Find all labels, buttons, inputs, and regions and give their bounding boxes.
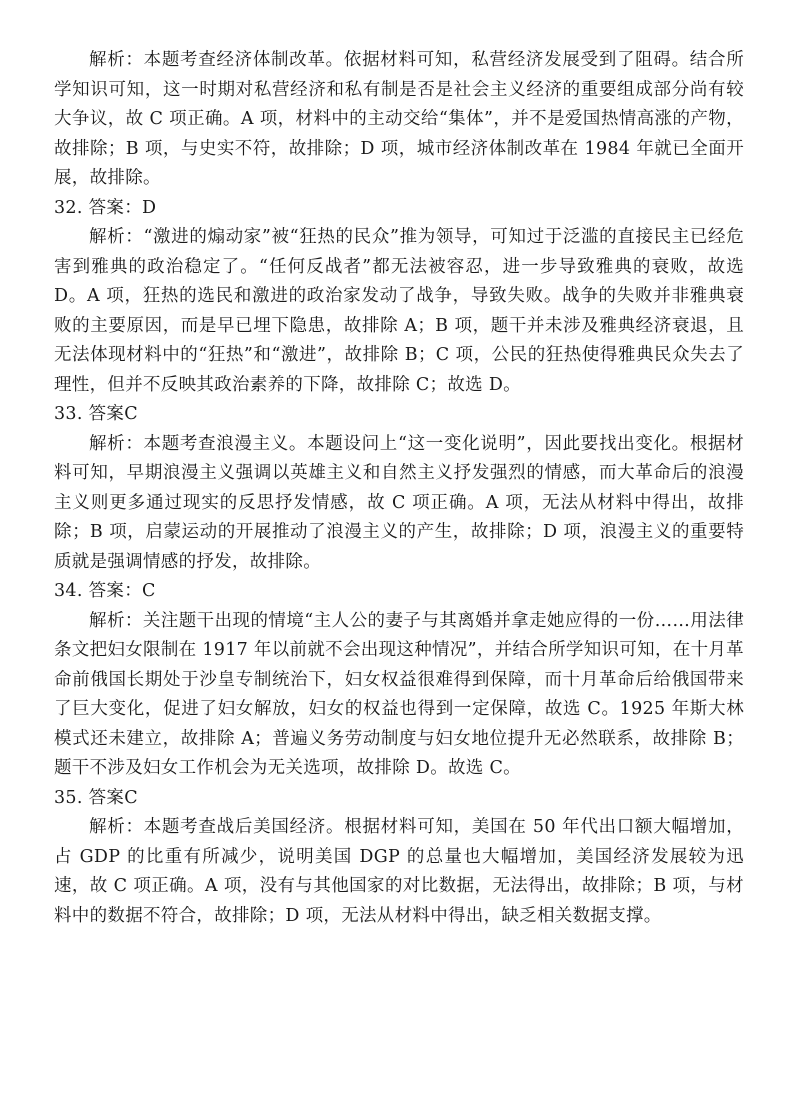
answer-35: 35. 答案C	[54, 787, 138, 808]
answer-33: 33. 答案C	[54, 404, 138, 424]
analysis-35: 解析：本题考查战后美国经济。根据材料可知，美国在 50 年代出口额大幅增加，占 GDP 的比重有所减少，说明美国 DGP 的总量也大幅增加，美国经济发展较为迅速，故 C 项正确。A 项，没有与其他国家的对比数据，无法得出，故排除；B 项，与材料中的数据不符合，故排除；D 项，无法从材料中得出，缺乏相关数据支撑。	[54, 817, 744, 926]
analysis-34: 解析：关注题干出现的情境“主人公的妻子与其离婚并拿走她应得的一份……用法律条文把妇女限制在 1917 年以前就不会出现这种情况”，并结合所学知识可知，在十月革命前俄国长期处于沙皇专制统治下，妇女权益很难得到保障，而十月革命后给俄国带来了巨大变化，促进了妇女解放，妇女的权益也得到一定保障，故选 C。1925 年斯大林模式还未建立，故排除 A；普遍义务劳动制度与妇女地位提升无必然联系，故排除 B；题干不涉及妇女工作机会为无关选项，故排除 D。故选 C。	[54, 610, 744, 778]
analysis-33: 解析：本题考查浪漫主义。本题设问上“这一变化说明”，因此要找出变化。根据材料可知，早期浪漫主义强调以英雄主义和自然主义抒发强烈的情感，而大革命后的浪漫主义则更多通过现实的反思抒发情感，故 C 项正确。A 项，无法从材料中得出，故排除；B 项，启蒙运动的开展推动了浪漫主义的产生，故排除；D 项，浪漫主义的重要特质就是强调情感的抒发，故排除。	[54, 433, 744, 572]
analysis-32: 解析：“激进的煽动家”被“狂热的民众”推为领导，可知过于泛滥的直接民主已经危害到雅典的政治稳定了。“任何反战者”都无法被容忍，进一步导致雅典的衰败，故选 D。A 项，狂热的选民和激进的政治家发动了战争，导致失败。战争的失败并非雅典衰败的主要原因，而是早已埋下隐患，故排除 A；B 项，题干并未涉及雅典经济衰退，且无法体现材料中的“狂热”和“激进”，故排除 B；C 项，公民的狂热使得雅典民众失去了理性，但并不反映其政治素养的下降，故排除 C；故选 D。	[54, 227, 744, 395]
answer-page	[54, 46, 744, 931]
analysis-31: 解析：本题考查经济体制改革。依据材料可知，私营经济发展受到了阻碍。结合所学知识可知，这一时期对私营经济和私有制是否是社会主义经济的重要组成部分尚有较大争议，故 C 项正确。A 项，材料中的主动交给“集体”，并不是爱国热情高涨的产物，故排除；B 项，与史实不符，故排除；D 项，城市经济体制改革在 1984 年就已全面开展，故排除。	[54, 50, 744, 188]
answer-34: 34. 答案：C	[54, 581, 156, 601]
answer-32: 32. 答案：D	[54, 197, 157, 218]
